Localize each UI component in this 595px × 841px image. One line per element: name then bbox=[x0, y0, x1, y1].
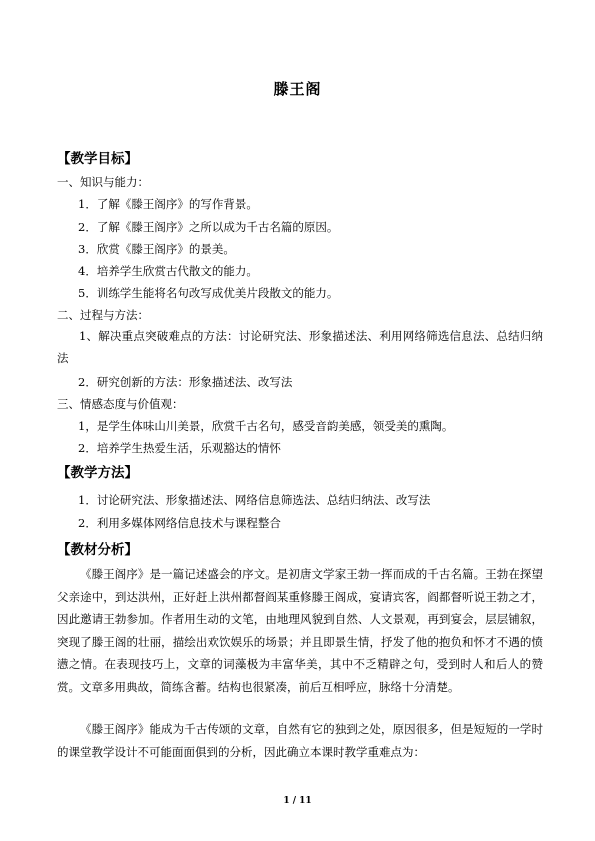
list-item: 1．讨论研究法、形象描述法、网络信息筛选法、总结归纳法、改写法 bbox=[78, 493, 431, 507]
analysis-paragraph-1: 《滕王阁序》是一篇记述盛会的序文。是初唐文学家王勃一挥而成的千古名篇。王勃在探望父亲途中，到达洪州，正好赶上洪州都督阎某重修滕王阁成，宴请宾客，阎都督听说王勃之才，因此邀请王勃参加。作者用生动的文笔，由地理风貌到自然、人文景观，再到宴会，层层铺叙，突现了滕王阁的壮丽，描绘出欢饮娱乐的场景；并且即景生情，抒发了他的抱负和怀才不遇的愤懑之情。在表现技巧上，文章的词藻极为丰富华美，其中不乏精辟之句，受到时人和后人的赞赏。文章多用典故，简练含蓄。结构也很紧凑，前后互相呼应，脉络十分清楚。 bbox=[57, 567, 543, 694]
list-item: 2．了解《滕王阁序》之所以成为千古名篇的原因。 bbox=[78, 220, 339, 234]
list-item: 5．训练学生能将名句改写成优美片段散文的能力。 bbox=[78, 286, 339, 300]
page-number: 1 / 11 bbox=[283, 796, 312, 806]
list-item: 1、解决重点突破难点的方法：讨论研究法、形象描述法、利用网络筛选信息法、总结归纳法 bbox=[57, 329, 543, 365]
section-heading-material-analysis: 【教材分析】 bbox=[57, 542, 138, 558]
list-item: 3．欣赏《滕王阁序》的景美。 bbox=[78, 242, 235, 256]
section-heading-teaching-goals: 【教学目标】 bbox=[57, 151, 138, 167]
part1-label: 一、知识与能力： bbox=[57, 175, 149, 189]
list-item: 2．研究创新的方法：形象描述法、改写法 bbox=[78, 375, 293, 389]
list-item: 1，是学生体味山川美景，欣赏千古名句，感受音韵美感，领受美的熏陶。 bbox=[78, 419, 454, 433]
list-item: 1．了解《滕王阁序》的写作背景。 bbox=[78, 197, 258, 211]
part2-label: 二、过程与方法： bbox=[57, 308, 149, 322]
part3-label: 三、情感态度与价值观： bbox=[57, 397, 184, 411]
list-item: 2．利用多媒体网络信息技术与课程整合 bbox=[78, 516, 281, 530]
list-item: 2．培养学生热爱生活，乐观豁达的情怀 bbox=[78, 441, 281, 455]
analysis-paragraph-2: 《滕王阁序》能成为千古传颂的文章，自然有它的独到之处，原因很多，但是短短的一学时的课堂教学设计不可能面面俱到的分析，因此确立本课时教学重难点为： bbox=[57, 722, 543, 759]
page-title: 滕王阁 bbox=[273, 80, 322, 98]
list-item: 4．培养学生欣赏古代散文的能力。 bbox=[78, 264, 258, 278]
section-heading-teaching-methods: 【教学方法】 bbox=[57, 465, 138, 481]
